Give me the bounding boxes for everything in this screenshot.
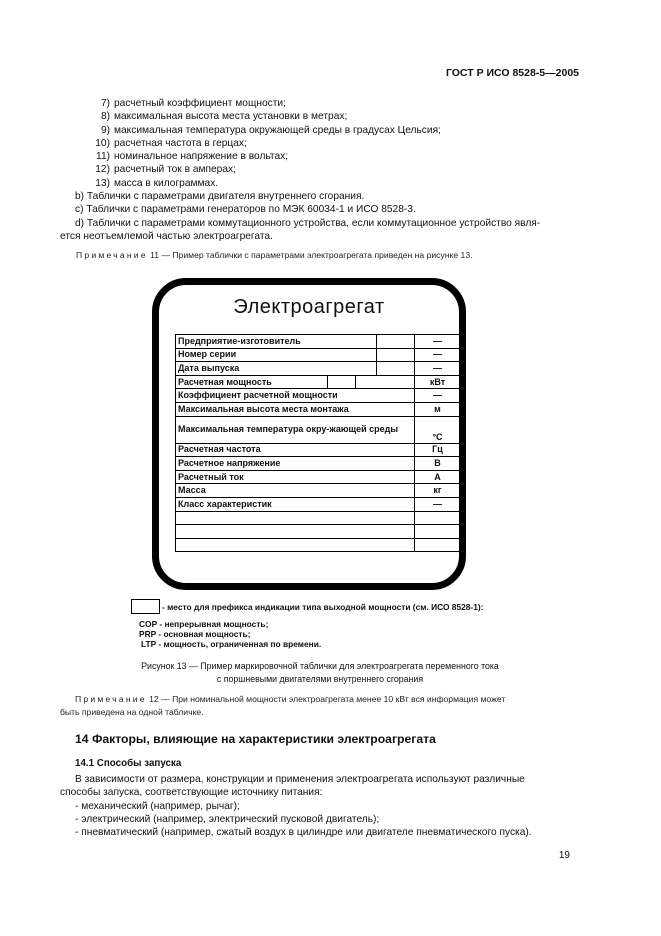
table-row — [176, 538, 461, 552]
row-unit: А — [415, 470, 461, 484]
row-label: Предприятие-изготовитель — [176, 335, 377, 349]
row-label: Класс характеристик — [176, 497, 415, 511]
legend-prp: PRP - основная мощность; — [139, 629, 251, 639]
nameplate-figure — [152, 278, 466, 590]
table-row — [176, 525, 461, 539]
row-label: Расчетная мощность — [176, 375, 328, 389]
table-row — [176, 443, 461, 457]
row-unit — [415, 525, 461, 539]
list-item-number: 9) — [100, 124, 110, 136]
row-unit: — — [415, 497, 461, 511]
list-item — [75, 124, 585, 137]
list-item — [75, 150, 585, 163]
table-row — [176, 335, 461, 349]
list-item-number: 8) — [100, 111, 110, 123]
row-unit — [415, 511, 461, 525]
row-unit: кг — [415, 484, 461, 498]
row-unit: м — [415, 402, 461, 416]
list-item-text: расчетная частота в герцах; — [114, 137, 247, 149]
note-text: 12 — При номинальной мощности электроагрегата менее 10 кВт вся информация может — [149, 694, 506, 704]
row-label: Расчетный ток — [176, 470, 415, 484]
list-item-text: максимальная высота места установки в метрах; — [114, 111, 348, 123]
prefix-cell — [328, 375, 356, 389]
list-item-text: номинальное напряжение в вольтах; — [114, 151, 289, 163]
row-label: Коэффициент расчетной мощности — [176, 389, 415, 403]
list-item: - пневматический (например, сжатый воздух в цилиндре или двигателе пневматического пуска). — [75, 827, 532, 838]
item-c — [75, 203, 585, 216]
list-item-number: 11) — [96, 151, 110, 163]
parameter-list — [75, 97, 585, 230]
list-item: - электрический (например, электрический пусковой двигатель); — [75, 814, 380, 825]
row-unit: кВт — [415, 375, 461, 389]
note-12-continuation: быть приведена на одной табличке. — [60, 707, 204, 717]
row-unit: Гц — [415, 443, 461, 457]
table-row — [176, 457, 461, 471]
row-unit: — — [415, 348, 461, 362]
row-label: Дата выпуска — [176, 362, 377, 376]
list-item: - механический (например, рычаг); — [75, 801, 240, 812]
table-row — [176, 511, 461, 525]
row-unit: — — [415, 362, 461, 376]
list-item-number: 12) — [95, 164, 110, 176]
subsection-heading: 14.1 Способы запуска — [75, 758, 182, 769]
figure-caption — [60, 660, 580, 686]
note-label: Примечание — [75, 694, 147, 704]
list-item-text: максимальная температура окружающей среды в градусах Цельсия; — [114, 124, 441, 136]
table-row — [176, 389, 461, 403]
table-row — [176, 348, 461, 362]
row-value — [377, 348, 415, 362]
row-unit: °С — [415, 416, 461, 443]
note-12 — [75, 693, 582, 706]
item-b-text: b) Таблички с параметрами двигателя внутреннего сгорания. — [75, 191, 365, 203]
table-row — [176, 402, 461, 416]
legend-box-text: - место для префикса индикации типа выходной мощности (см. ИСО 8528-1): — [162, 602, 484, 612]
document-header: ГОСТ Р ИСО 8528-5—2005 — [445, 67, 579, 79]
note-label: Примечание — [76, 250, 148, 260]
item-d-continuation: ется неотъемлемой частью электроагрегата. — [60, 231, 273, 242]
list-item — [75, 110, 585, 123]
table-row — [176, 484, 461, 498]
list-item-number: 7) — [100, 98, 110, 109]
list-item-text: расчетный коэффициент мощности; — [114, 98, 286, 109]
row-label: Максимальная высота места монтажа — [176, 402, 415, 416]
table-row — [176, 470, 461, 484]
row-value — [377, 335, 415, 349]
nameplate-table — [175, 334, 461, 552]
row-label — [176, 538, 415, 552]
item-b — [75, 190, 585, 203]
legend-cop: COP - непрерывная мощность; — [139, 619, 269, 629]
row-label: Масса — [176, 484, 415, 498]
section-heading: 14 Факторы, влияющие на характеристики электроагрегата — [75, 732, 436, 746]
note-11 — [76, 249, 596, 262]
row-unit: — — [415, 335, 461, 349]
row-label: Расчетное напряжение — [176, 457, 415, 471]
nameplate-title: Электроагрегат — [233, 296, 385, 318]
item-c-text: c) Таблички с параметрами генераторов по МЭК 60034-1 и ИСО 8528-3. — [75, 204, 416, 216]
row-label: Расчетная частота — [176, 443, 415, 457]
row-unit — [415, 538, 461, 552]
legend-ltp: LTP - мощность, ограниченная по времени. — [141, 639, 322, 649]
item-d — [75, 217, 585, 230]
row-label: Номер серии — [176, 348, 377, 362]
list-item — [75, 163, 585, 176]
row-value — [356, 375, 415, 389]
page-number: 19 — [558, 850, 570, 861]
row-label: Максимальная температура окру-жающей среды — [176, 416, 415, 443]
list-item — [75, 177, 585, 190]
row-unit: В — [415, 457, 461, 471]
list-item — [75, 97, 585, 110]
list-item-number: 13) — [95, 177, 110, 189]
list-item — [75, 137, 585, 150]
paragraph-line: способы запуска, соответствующие источнику питания: — [60, 787, 323, 798]
table-row — [176, 416, 461, 443]
item-d-text: d) Таблички с параметрами коммутационного устройства, если коммутационное устройство явля- — [75, 217, 541, 229]
table-row — [176, 497, 461, 511]
list-item-text: масса в килограммах. — [114, 177, 219, 189]
row-label — [176, 525, 415, 539]
list-item-number: 10) — [95, 137, 110, 149]
caption-line: с поршневыми двигателями внутреннего сгорания — [216, 674, 424, 684]
row-value — [377, 362, 415, 376]
caption-line: Рисунок 13 — Пример маркировочной таблички для электроагрегата переменного тока — [141, 661, 499, 671]
paragraph-line: В зависимости от размера, конструкции и применения электроагрегата используют различные — [75, 774, 525, 785]
prefix-legend-box — [131, 599, 160, 614]
table-row — [176, 375, 461, 389]
note-text: 11 — Пример таблички с параметрами электроагрегата приведен на рисунке 13. — [150, 250, 473, 260]
row-unit: — — [415, 389, 461, 403]
list-item-text: расчетный ток в амперах; — [114, 164, 236, 176]
row-label — [176, 511, 415, 525]
table-row — [176, 362, 461, 376]
